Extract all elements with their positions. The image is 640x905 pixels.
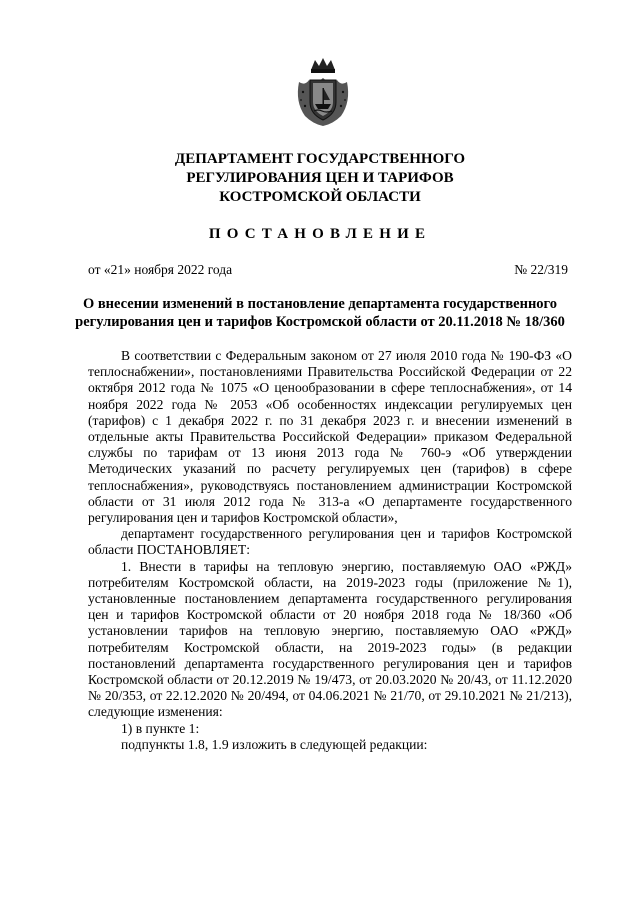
department-name <box>80 150 560 207</box>
body-paragraph: департамент государственного регулирования цен и тарифов Костромской области ПОСТАНОВЛЯЕТ: <box>88 526 572 558</box>
document-type-heading: ПОСТАНОВЛЕНИЕ <box>208 226 432 242</box>
document-number: № 22/319 <box>514 262 568 277</box>
kostroma-coat-of-arms-icon <box>293 56 353 128</box>
body-paragraph: 1) в пункте 1: <box>121 720 200 736</box>
body-paragraph: 1. Внести в тарифы на тепловую энергию, поставляемую ОАО «РЖД» потребителям Костромской области, на 2019-2023 годы (приложение №1), установленные постановлением департамента государственного регулирования цен и тарифов Костромской области от 20 ноября 2018 года № 18/360 «Об установлении тарифов на тепловую энергию, поставляемую ОАО «РЖД» потребителям Костромской области, на 2019-2023 годы» (в редакции постановлений департамента государственного регулирования цен и тарифов Костромской области от 20.12.2019 № 19/473, от 20.03.2020 № 20/43, от 11.12.2020 № 20/353, от 22.12.2020 № 20/494, от 04.06.2021 № 21/70, от 29.10.2021 № 21/213), следующие изменения: <box>88 558 572 720</box>
subject-line: О внесении изменений в постановление департамента государственного <box>82 296 558 312</box>
document-subject <box>70 295 570 331</box>
date-number-line <box>88 262 568 278</box>
body-paragraph: В соответствии с Федеральным законом от 27 июля 2010 года № 190-ФЗ «О теплоснабжении», постановлениями Правительства Российской Федерации от 22 октября 2012 года № 1075 «О ценообразовании в сфере теплоснабжения», от 14 ноября 2022 года № 2053 «Об особенностях индексации регулируемых цен (тарифов) с 1 декабря 2022 г. по 31 декабря 2023 г. и внесении изменений в отдельные акты Правительства Российской Федерации» приказом Федеральной службы по тарифам от 13 июня 2013 года № 760-э «Об утверждении Методических указаний по расчету регулируемых цен (тарифов) в сфере теплоснабжения», руководствуясь постановлением администрации Костромской области от 31 июля 2012 года № 313-а «О департаменте государственного регулирования цен и тарифов Костромской области», <box>88 348 572 526</box>
document-date: от «21» ноября 2022 года <box>88 262 233 277</box>
department-line: РЕГУЛИРОВАНИЯ ЦЕН И ТАРИФОВ <box>186 170 454 186</box>
document-body <box>88 348 572 753</box>
department-line: КОСТРОМСКОЙ ОБЛАСТИ <box>219 189 421 205</box>
department-line: ДЕПАРТАМЕНТ ГОСУДАРСТВЕННОГО <box>174 151 466 167</box>
body-paragraph: подпункты 1.8, 1.9 изложить в следующей редакции: <box>121 736 428 752</box>
subject-line: регулирования цен и тарифов Костромской области от 20.11.2018 № 18/360 <box>75 314 565 330</box>
